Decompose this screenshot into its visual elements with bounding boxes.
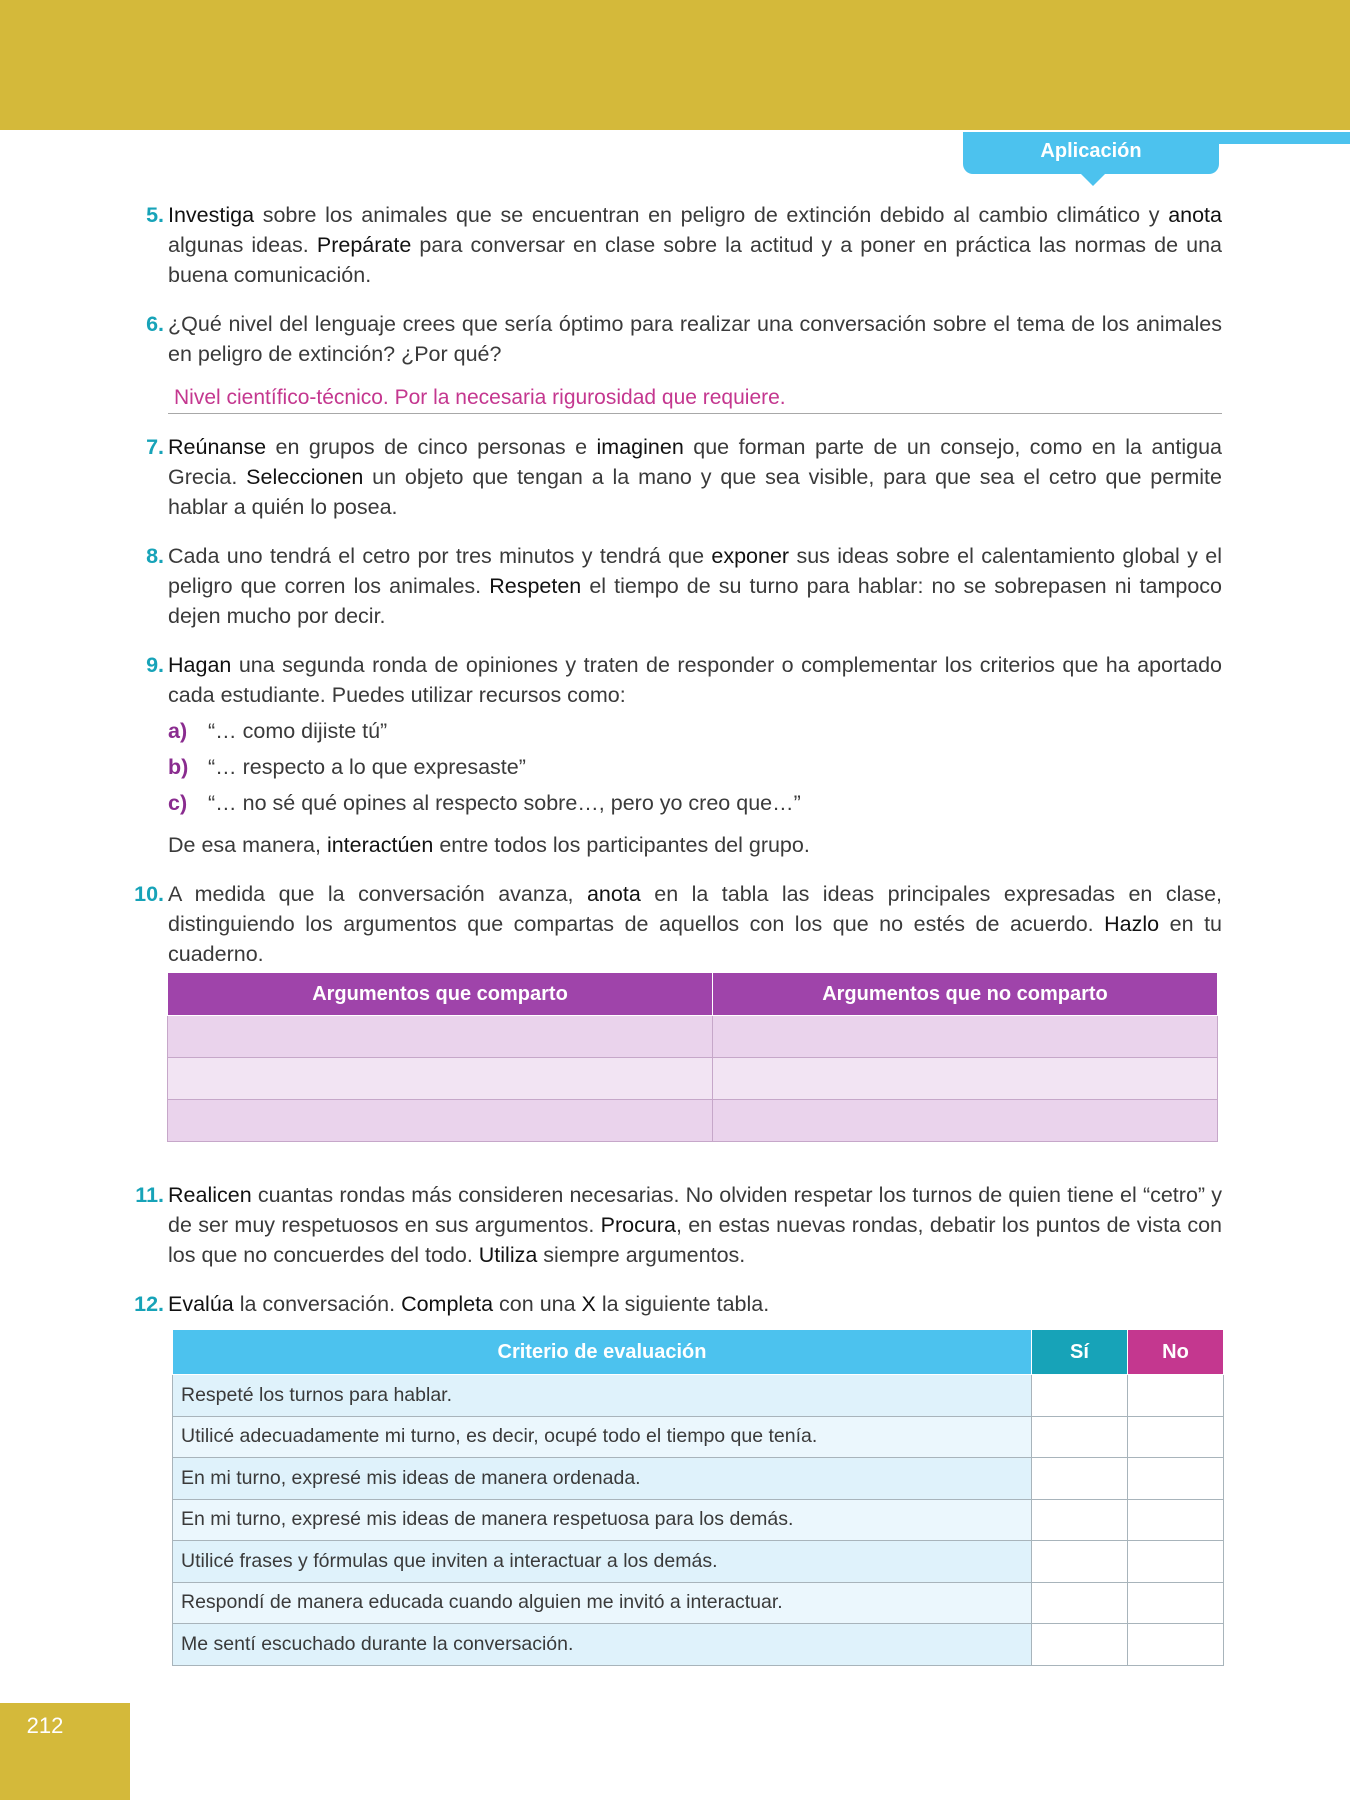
resource-options [168, 716, 1222, 818]
keyword: interactúen [326, 833, 434, 857]
activity-number: 6. [146, 312, 164, 336]
keyword: Seleccionen [246, 465, 364, 489]
keyword: X [581, 1292, 596, 1316]
text-run: en grupos de cinco personas e [266, 435, 597, 459]
activity-number: 11. [135, 1183, 164, 1207]
keyword: Hagan [168, 653, 232, 677]
activity-12 [120, 1289, 1222, 1319]
text-run: algunas ideas. [168, 233, 317, 257]
criterion-cell: Utilicé frases y fórmulas que inviten a interactuar a los demás. [173, 1541, 1032, 1583]
keyword: Evalúa [168, 1292, 234, 1316]
keyword: Reúnanse [168, 435, 267, 459]
activity-text [168, 1183, 1222, 1267]
activity-number: 12. [134, 1292, 164, 1316]
activity-6 [120, 309, 1222, 369]
activity-11 [120, 1180, 1222, 1270]
text-run: que forman parte de un consejo, como en la antigua Grecia. [168, 435, 1222, 489]
arguments-table [167, 972, 1218, 1142]
criterion-cell: Respondí de manera educada cuando alguien me invitó a interactuar. [173, 1582, 1032, 1624]
no-checkbox-cell[interactable] [1128, 1416, 1224, 1458]
text-run: , en estas nuevas rondas, debatir los puntos de vista con los que no concuerdes del todo. [168, 1213, 1222, 1267]
keyword: imaginen [596, 435, 684, 459]
no-checkbox-cell[interactable] [1128, 1375, 1224, 1417]
keyword: Respeten [489, 574, 582, 598]
page-number-box [0, 1703, 130, 1800]
text-run: en la tabla las ideas principales expresadas en clase, distinguiendo los argumentos que compartas de aquellos con los que no estés de acuerdo. [168, 882, 1222, 936]
criterion-cell: En mi turno, expresé mis ideas de manera ordenada. [173, 1458, 1032, 1500]
activity-10 [120, 879, 1222, 969]
table-row [173, 1582, 1224, 1624]
activities-content-2 [120, 1180, 1222, 1319]
option-letter: b) [168, 755, 189, 779]
yes-checkbox-cell[interactable] [1032, 1541, 1128, 1583]
yes-checkbox-cell[interactable] [1032, 1624, 1128, 1666]
activity-text [168, 653, 1222, 707]
table-row [173, 1624, 1224, 1666]
text-run: un objeto que tengan a la mano y que sea visible, para que sea el cetro que permite hablar a quién lo posea. [168, 465, 1222, 519]
text-run: entre todos los participantes del grupo. [433, 833, 810, 857]
header-criterion: Criterio de evaluación [173, 1330, 1032, 1375]
no-checkbox-cell[interactable] [1128, 1499, 1224, 1541]
section-tab: Aplicación [963, 132, 1219, 174]
keyword: Realicen [168, 1183, 252, 1207]
activity-text [168, 882, 1222, 966]
activity-number: 5. [146, 203, 164, 227]
text-run: A medida que la conversación avanza, [168, 882, 587, 906]
text-run: la conversación. [233, 1292, 402, 1316]
yes-checkbox-cell[interactable] [1032, 1582, 1128, 1624]
table-row [173, 1416, 1224, 1458]
table-row [173, 1458, 1224, 1500]
option-text: “… respecto a lo que expresaste” [208, 755, 526, 779]
activity-number: 7. [146, 435, 164, 459]
header-agree: Argumentos que comparto [168, 973, 713, 1016]
criterion-cell: Respeté los turnos para hablar. [173, 1375, 1032, 1417]
activity-number: 9. [146, 653, 164, 677]
yes-checkbox-cell[interactable] [1032, 1499, 1128, 1541]
table-header-row [168, 973, 1218, 1016]
text-run: para conversar en clase sobre la actitud y a poner en práctica las normas de una buena comunicación. [168, 233, 1222, 287]
text-run: Cada uno tendrá el cetro por tres minutos y tendrá que [168, 544, 712, 568]
table-row [168, 1016, 1218, 1058]
table-row [173, 1499, 1224, 1541]
criterion-cell: Me sentí escuchado durante la conversación. [173, 1624, 1032, 1666]
text-run: sus ideas sobre el calentamiento global y el peligro que corren los animales. [168, 544, 1222, 598]
header-yes: Sí [1032, 1330, 1128, 1375]
header-no: No [1128, 1330, 1224, 1375]
activities-content [120, 200, 1222, 969]
activity-text [168, 435, 1222, 519]
keyword: Utiliza [478, 1243, 538, 1267]
yes-checkbox-cell[interactable] [1032, 1375, 1128, 1417]
no-checkbox-cell[interactable] [1128, 1582, 1224, 1624]
criterion-cell: En mi turno, expresé mis ideas de manera respetuosa para los demás. [173, 1499, 1032, 1541]
text-run: el tiempo de su turno para hablar: no se sobrepasen ni tampoco dejen mucho por decir. [168, 574, 1222, 628]
activity-text [168, 544, 1222, 628]
text-run: siempre argumentos. [537, 1243, 746, 1267]
table-row [168, 1058, 1218, 1100]
activity-9-closing [168, 830, 1222, 860]
keyword: anota [586, 882, 641, 906]
text-run: cuantas rondas más consideren necesarias. No olviden respetar los turnos de quien tiene el “cetro” y de ser muy respetuosos en sus argumentos. [168, 1183, 1222, 1237]
keyword: Completa [401, 1292, 494, 1316]
activity-number: 10. [134, 882, 164, 906]
text-run: ¿Qué nivel del lenguaje crees que sería óptimo para realizar una conversación sobre el tema de los animales en peligro de extinción? ¿Por qué? [168, 312, 1222, 366]
text-run: una segunda ronda de opiniones y traten de responder o complementar los criterios que ha aportado cada estudiante. Puedes utilizar recursos como: [168, 653, 1222, 707]
keyword: exponer [711, 544, 790, 568]
option-letter: c) [168, 791, 188, 815]
text-run: en tu cuaderno. [168, 912, 1223, 966]
criterion-cell: Utilicé adecuadamente mi turno, es decir, ocupé todo el tiempo que tenía. [173, 1416, 1032, 1458]
keyword: Prepárate [316, 233, 412, 257]
page-number: 212 [26, 1713, 64, 1738]
table-cell[interactable] [168, 1016, 713, 1058]
option-text: “… no sé qué opines al respecto sobre…, pero yo creo que…” [208, 791, 801, 815]
activity-text [168, 203, 1222, 287]
no-checkbox-cell[interactable] [1128, 1458, 1224, 1500]
answer-line[interactable]: Nivel científico-técnico. Por la necesaria rigurosidad que requiere. [168, 383, 1222, 414]
activity-5 [120, 200, 1222, 290]
activity-7 [120, 432, 1222, 522]
yes-checkbox-cell[interactable] [1032, 1458, 1128, 1500]
table-cell[interactable] [713, 1100, 1218, 1142]
no-checkbox-cell[interactable] [1128, 1624, 1224, 1666]
top-color-band [0, 0, 1350, 130]
table-cell[interactable] [168, 1058, 713, 1100]
table-row [173, 1375, 1224, 1417]
table-cell[interactable] [713, 1058, 1218, 1100]
option-c [168, 788, 1222, 818]
option-letter: a) [168, 719, 188, 743]
option-b [168, 752, 1222, 782]
text-run: la siguiente tabla. [595, 1292, 770, 1316]
table-row [173, 1541, 1224, 1583]
option-text: “… como dijiste tú” [208, 719, 388, 743]
activity-number: 8. [146, 544, 164, 568]
evaluation-table [172, 1329, 1224, 1666]
keyword: Procura [600, 1213, 676, 1237]
table-cell[interactable] [168, 1100, 713, 1142]
activity-text [168, 312, 1222, 366]
keyword: Hazlo [1104, 912, 1160, 936]
option-a [168, 716, 1222, 746]
header-disagree: Argumentos que no comparto [713, 973, 1218, 1016]
table-row [168, 1100, 1218, 1142]
keyword: anota [1168, 203, 1222, 227]
activity-9 [120, 650, 1222, 860]
text-run: De esa manera, [168, 833, 327, 857]
table-cell[interactable] [713, 1016, 1218, 1058]
text-run: con una [493, 1292, 582, 1316]
yes-checkbox-cell[interactable] [1032, 1416, 1128, 1458]
no-checkbox-cell[interactable] [1128, 1541, 1224, 1583]
text-run: sobre los animales que se encuentran en peligro de extinción debido al cambio climático y [254, 203, 1169, 227]
activity-8 [120, 541, 1222, 631]
table-header-row [173, 1330, 1224, 1375]
section-stripe [1205, 132, 1350, 144]
keyword: Investiga [168, 203, 255, 227]
activity-text [168, 1292, 769, 1316]
